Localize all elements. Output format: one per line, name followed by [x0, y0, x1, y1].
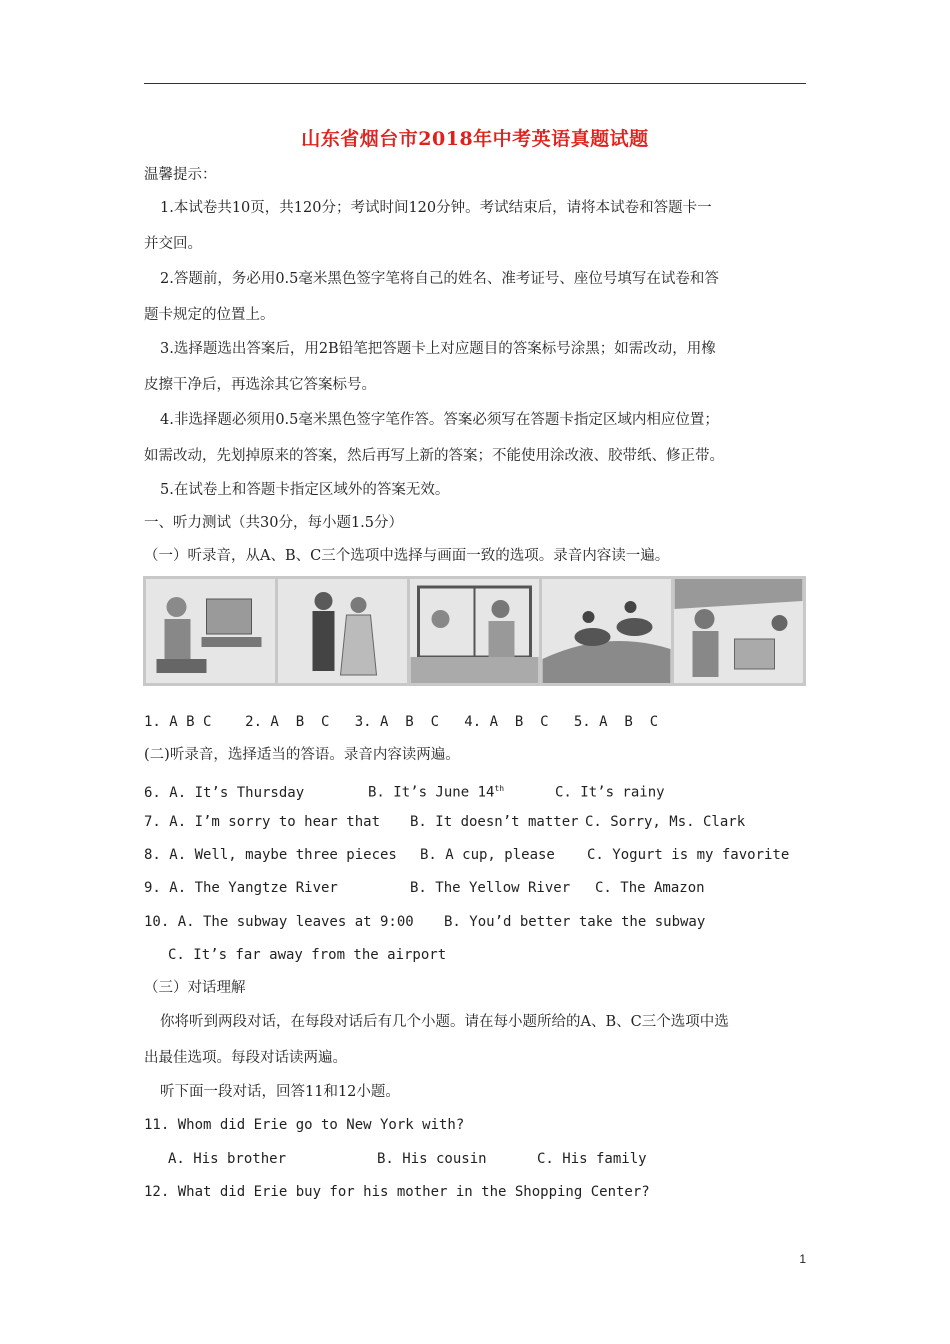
q11-option-c: C. His family: [537, 1151, 647, 1167]
tip-5: 5.在试卷上和答题卡指定区域外的答案无效。: [160, 482, 450, 498]
horse-riding-illustration: [542, 579, 671, 683]
q8-option-c: C. Yogurt is my favorite: [587, 847, 790, 863]
q6-option-a: 6. A. It’s Thursday: [144, 784, 305, 801]
q6-option-b-text: B. It’s June 14: [368, 784, 495, 801]
window-cleaning-illustration: [410, 579, 539, 683]
q11-option-b: B. His cousin: [377, 1151, 487, 1167]
q9-option-b: B. The Yellow River: [410, 880, 571, 896]
section-listening: 一、听力测试（共30分，每小题1.5分）: [144, 515, 404, 531]
q8-option-a: 8. A. Well, maybe three pieces: [144, 847, 397, 863]
q6-option-b: [368, 779, 555, 803]
picture-strip: [143, 576, 806, 686]
picture-4: [542, 579, 671, 683]
dialog-1-instruction: 听下面一段对话，回答11和12小题。: [160, 1084, 400, 1100]
tip-2-cont: 题卡规定的位置上。: [144, 307, 275, 323]
q8-option-b: B. A cup, please: [420, 847, 555, 863]
picture-answer-options: [144, 712, 658, 732]
q7-option-a: 7. A. I’m sorry to hear that: [144, 814, 381, 830]
q7-option-c: C. Sorry, Ms. Clark: [585, 814, 746, 830]
q10-option-b: B. You’d better take the subway: [444, 914, 706, 930]
tip-2: 2.答题前，务必用0.5毫米黑色签字笔将自己的姓名、准考证号、座位号填写在试卷和答: [160, 271, 719, 287]
header-rule: [144, 83, 806, 84]
question-7: [144, 812, 745, 832]
tip-3-cont: 皮擦干净后，再选涂其它答案标号。: [144, 377, 376, 393]
couple-illustration: [278, 579, 407, 683]
question-9: [144, 878, 705, 898]
question-8: [144, 845, 789, 865]
part3-description: 你将听到两段对话，在每段对话后有几个小题。请在每小题所给的A、B、C三个选项中选: [160, 1014, 729, 1030]
question-12-stem: 12. What did Erie buy for his mother in the Shopping Center?: [144, 1184, 650, 1200]
part1-instruction: （一）听录音，从A、B、C三个选项中选择与画面一致的选项。录音内容读一遍。: [144, 548, 670, 564]
tip-4-cont: 如需改动，先划掉原来的答案，然后再写上新的答案；不能使用涂改液、胶带纸、修正带。: [144, 448, 724, 464]
picture-2: [278, 579, 407, 683]
tips-heading: 温馨提示：: [144, 167, 217, 183]
q6-option-b-sup: th: [494, 784, 505, 793]
tip-3: 3.选择题选出答案后，用2B铅笔把答题卡上对应题目的答案标号涂黑；如需改动，用橡: [160, 341, 716, 357]
tip-4: 4.非选择题必须用0.5毫米黑色签字笔作答。答案必须写在答题卡指定区域内相应位置；: [160, 412, 719, 428]
picture-answer-text: 1. A B C 2. A B C 3. A B C 4. A B C 5. A B C: [144, 714, 659, 730]
picture-3: [410, 579, 539, 683]
question-6: [144, 779, 665, 803]
tip-1: 1.本试卷共10页，共120分；考试时间120分钟。考试结束后，请将本试卷和答题卡一: [160, 200, 712, 216]
shopping-illustration: [674, 579, 803, 683]
part3-description-cont: 出最佳选项。每段对话读两遍。: [144, 1050, 347, 1066]
q9-option-a: 9. A. The Yangtze River: [144, 880, 338, 896]
q11-option-a: A. His brother: [168, 1151, 287, 1167]
question-11-options: [168, 1149, 647, 1169]
tip-1-cont: 并交回。: [144, 236, 202, 252]
page-title: 山东省烟台市2018年中考英语真题试题: [301, 128, 649, 150]
q9-option-c: C. The Amazon: [595, 880, 705, 896]
q7-option-b: B. It doesn’t matter: [410, 814, 579, 830]
q10-option-c: C. It’s far away from the airport: [168, 947, 447, 963]
question-11-stem: 11. Whom did Erie go to New York with?: [144, 1117, 465, 1133]
part3-heading: （三）对话理解: [144, 980, 246, 996]
picture-1: [146, 579, 275, 683]
q10-option-a: 10. A. The subway leaves at 9:00: [144, 914, 414, 930]
part2-instruction: (二)听录音，选择适当的答语。录音内容读两遍。: [144, 747, 460, 763]
q6-option-c: C. It’s rainy: [555, 784, 665, 801]
picture-5: [674, 579, 803, 683]
question-10: [144, 912, 705, 932]
girl-computer-illustration: [146, 579, 275, 683]
page-number: 1: [799, 1252, 806, 1266]
